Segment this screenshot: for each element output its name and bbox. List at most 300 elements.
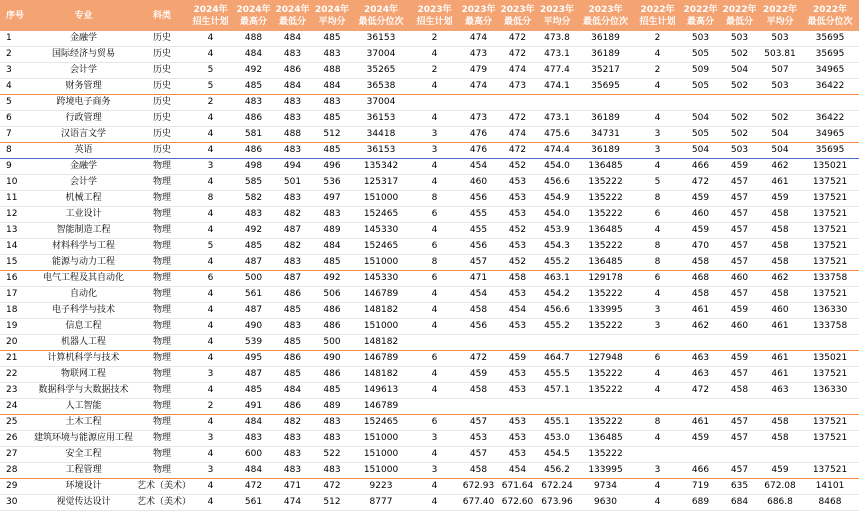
score-cell: 457 bbox=[720, 255, 759, 271]
score-cell: 485 bbox=[273, 335, 312, 351]
score-cell bbox=[498, 399, 537, 415]
score-cell bbox=[537, 335, 577, 351]
score-cell: 6 bbox=[634, 271, 681, 287]
score-cell: 485 bbox=[312, 255, 352, 271]
score-cell bbox=[634, 335, 681, 351]
score-cell: 502 bbox=[720, 111, 759, 127]
row-index: 14 bbox=[0, 239, 30, 255]
subject-category: 艺术（美术） bbox=[137, 495, 187, 511]
score-cell: 6 bbox=[410, 351, 459, 367]
column-header: 2023年 招生计划 bbox=[410, 0, 459, 31]
score-cell: 504 bbox=[759, 143, 801, 159]
score-cell: 457 bbox=[720, 223, 759, 239]
major-name: 数据科学与大数据技术 bbox=[30, 383, 137, 399]
score-cell: 4 bbox=[410, 303, 459, 319]
score-cell: 460 bbox=[459, 175, 498, 191]
column-header: 科类 bbox=[137, 0, 187, 31]
major-name: 物联网工程 bbox=[30, 367, 137, 383]
score-cell: 455.1 bbox=[537, 415, 577, 431]
score-cell: 462 bbox=[759, 159, 801, 175]
subject-category: 物理 bbox=[137, 159, 187, 175]
score-cell: 502 bbox=[720, 127, 759, 143]
score-cell: 471 bbox=[459, 271, 498, 287]
score-cell: 8 bbox=[410, 191, 459, 207]
table-row bbox=[0, 127, 859, 143]
score-cell: 3 bbox=[187, 367, 234, 383]
score-cell: 148182 bbox=[352, 335, 410, 351]
column-header: 2023年 最低分 bbox=[498, 0, 537, 31]
score-cell: 485 bbox=[273, 367, 312, 383]
score-cell: 461 bbox=[759, 175, 801, 191]
score-cell: 503 bbox=[759, 31, 801, 47]
score-cell bbox=[410, 399, 459, 415]
score-cell: 3 bbox=[634, 127, 681, 143]
column-header: 2024年 最高分 bbox=[234, 0, 273, 31]
score-cell: 136485 bbox=[577, 431, 634, 447]
score-cell: 483 bbox=[273, 95, 312, 111]
score-cell: 151000 bbox=[352, 447, 410, 463]
score-cell: 146789 bbox=[352, 399, 410, 415]
score-cell: 4 bbox=[410, 159, 459, 175]
score-cell: 37004 bbox=[352, 95, 410, 111]
score-cell: 485 bbox=[312, 383, 352, 399]
score-cell: 137521 bbox=[801, 191, 859, 207]
score-cell: 458 bbox=[759, 239, 801, 255]
score-cell bbox=[459, 335, 498, 351]
score-cell: 466 bbox=[681, 463, 720, 479]
column-header: 2022年 平均分 bbox=[759, 0, 801, 31]
score-cell: 4 bbox=[187, 31, 234, 47]
score-cell: 453 bbox=[498, 367, 537, 383]
score-cell: 492 bbox=[312, 271, 352, 287]
score-cell: 561 bbox=[234, 287, 273, 303]
score-cell: 489 bbox=[312, 223, 352, 239]
score-cell: 483 bbox=[312, 207, 352, 223]
score-cell: 472 bbox=[498, 47, 537, 63]
score-cell: 689 bbox=[681, 495, 720, 511]
row-index: 24 bbox=[0, 399, 30, 415]
score-cell: 456.6 bbox=[537, 303, 577, 319]
score-cell: 152465 bbox=[352, 207, 410, 223]
score-cell: 4 bbox=[634, 479, 681, 495]
score-cell bbox=[634, 399, 681, 415]
major-name: 国际经济与贸易 bbox=[30, 47, 137, 63]
row-index: 12 bbox=[0, 207, 30, 223]
score-cell: 4 bbox=[187, 319, 234, 335]
row-index: 13 bbox=[0, 223, 30, 239]
row-index: 16 bbox=[0, 271, 30, 287]
score-cell: 486 bbox=[273, 351, 312, 367]
table-row bbox=[0, 239, 859, 255]
row-index: 19 bbox=[0, 319, 30, 335]
score-cell: 483 bbox=[312, 95, 352, 111]
score-cell: 34965 bbox=[801, 63, 859, 79]
row-index: 28 bbox=[0, 463, 30, 479]
table-row bbox=[0, 31, 859, 47]
score-cell: 2 bbox=[187, 95, 234, 111]
score-cell: 135222 bbox=[577, 319, 634, 335]
score-cell: 2 bbox=[410, 31, 459, 47]
table-row bbox=[0, 191, 859, 207]
score-cell: 4 bbox=[187, 287, 234, 303]
score-cell: 539 bbox=[234, 335, 273, 351]
score-cell: 504 bbox=[720, 63, 759, 79]
subject-category: 历史 bbox=[137, 95, 187, 111]
subject-category: 历史 bbox=[137, 31, 187, 47]
score-cell: 509 bbox=[681, 63, 720, 79]
score-cell: 474 bbox=[459, 79, 498, 95]
score-cell: 136485 bbox=[577, 255, 634, 271]
row-index: 9 bbox=[0, 159, 30, 175]
score-cell: 455.2 bbox=[537, 255, 577, 271]
score-cell: 457 bbox=[720, 191, 759, 207]
score-cell: 471 bbox=[273, 479, 312, 495]
score-cell: 4 bbox=[187, 143, 234, 159]
major-name: 机械工程 bbox=[30, 191, 137, 207]
score-cell: 474 bbox=[273, 495, 312, 511]
score-cell: 503 bbox=[759, 79, 801, 95]
score-cell bbox=[759, 95, 801, 111]
major-name: 跨境电子商务 bbox=[30, 95, 137, 111]
score-cell: 457 bbox=[720, 463, 759, 479]
score-cell: 145330 bbox=[352, 223, 410, 239]
score-cell: 473 bbox=[498, 79, 537, 95]
major-name: 金融学 bbox=[30, 31, 137, 47]
score-cell: 4 bbox=[187, 255, 234, 271]
score-cell: 453 bbox=[459, 431, 498, 447]
table-row bbox=[0, 111, 859, 127]
table-row bbox=[0, 383, 859, 399]
score-cell: 146789 bbox=[352, 287, 410, 303]
table-row bbox=[0, 63, 859, 79]
score-cell: 4 bbox=[634, 223, 681, 239]
table-row bbox=[0, 303, 859, 319]
score-cell: 4 bbox=[187, 479, 234, 495]
table-row bbox=[0, 335, 859, 351]
row-index: 5 bbox=[0, 95, 30, 111]
score-cell: 466 bbox=[681, 159, 720, 175]
score-cell: 486 bbox=[312, 367, 352, 383]
column-header: 2022年 招生计划 bbox=[634, 0, 681, 31]
score-cell: 8 bbox=[634, 191, 681, 207]
score-cell: 8 bbox=[634, 255, 681, 271]
score-cell: 502 bbox=[759, 111, 801, 127]
major-name: 工业设计 bbox=[30, 207, 137, 223]
score-cell: 2 bbox=[187, 399, 234, 415]
row-index: 20 bbox=[0, 335, 30, 351]
score-cell: 456 bbox=[459, 239, 498, 255]
score-cell: 490 bbox=[312, 351, 352, 367]
score-cell: 494 bbox=[273, 159, 312, 175]
score-cell: 486 bbox=[273, 287, 312, 303]
score-cell: 483 bbox=[273, 255, 312, 271]
score-cell: 472 bbox=[498, 111, 537, 127]
table-row bbox=[0, 79, 859, 95]
score-cell: 3 bbox=[187, 463, 234, 479]
score-cell: 459 bbox=[720, 351, 759, 367]
score-cell: 483 bbox=[273, 47, 312, 63]
major-name: 信息工程 bbox=[30, 319, 137, 335]
table-row bbox=[0, 351, 859, 367]
score-cell: 483 bbox=[234, 431, 273, 447]
score-cell: 463 bbox=[759, 383, 801, 399]
score-cell: 4 bbox=[187, 351, 234, 367]
score-cell: 484 bbox=[273, 383, 312, 399]
score-cell: 503 bbox=[720, 143, 759, 159]
score-cell: 4 bbox=[187, 111, 234, 127]
score-cell: 455 bbox=[459, 223, 498, 239]
score-cell: 135342 bbox=[352, 159, 410, 175]
subject-category: 物理 bbox=[137, 431, 187, 447]
score-cell: 485 bbox=[234, 79, 273, 95]
score-cell: 512 bbox=[312, 495, 352, 511]
score-cell: 4 bbox=[410, 79, 459, 95]
score-cell: 484 bbox=[273, 31, 312, 47]
score-cell: 9630 bbox=[577, 495, 634, 511]
subject-category: 物理 bbox=[137, 207, 187, 223]
score-cell: 684 bbox=[720, 495, 759, 511]
subject-category: 物理 bbox=[137, 175, 187, 191]
score-cell: 2 bbox=[634, 31, 681, 47]
score-cell: 456.6 bbox=[537, 175, 577, 191]
score-cell bbox=[537, 399, 577, 415]
table-row bbox=[0, 175, 859, 191]
score-cell: 137521 bbox=[801, 415, 859, 431]
table-row bbox=[0, 207, 859, 223]
score-cell: 671.64 bbox=[498, 479, 537, 495]
score-cell bbox=[537, 95, 577, 111]
header-row bbox=[0, 0, 859, 31]
table-row bbox=[0, 159, 859, 175]
score-cell: 137521 bbox=[801, 287, 859, 303]
score-cell: 461 bbox=[681, 415, 720, 431]
score-cell: 137521 bbox=[801, 207, 859, 223]
score-cell: 484 bbox=[312, 239, 352, 255]
score-cell: 472 bbox=[498, 31, 537, 47]
score-cell: 135222 bbox=[577, 191, 634, 207]
score-cell: 458 bbox=[759, 223, 801, 239]
score-cell: 148182 bbox=[352, 367, 410, 383]
subject-category: 历史 bbox=[137, 143, 187, 159]
score-cell: 6 bbox=[634, 207, 681, 223]
score-cell: 457.1 bbox=[537, 383, 577, 399]
score-cell: 137521 bbox=[801, 367, 859, 383]
score-cell: 479 bbox=[459, 63, 498, 79]
subject-category: 历史 bbox=[137, 127, 187, 143]
score-cell: 504 bbox=[759, 127, 801, 143]
score-cell: 453 bbox=[498, 175, 537, 191]
major-name: 行政管理 bbox=[30, 111, 137, 127]
row-index: 29 bbox=[0, 479, 30, 495]
table-row bbox=[0, 47, 859, 63]
score-cell: 36189 bbox=[577, 31, 634, 47]
score-cell: 4 bbox=[187, 495, 234, 511]
score-cell: 455.5 bbox=[537, 367, 577, 383]
score-cell: 460 bbox=[720, 271, 759, 287]
score-cell: 458 bbox=[759, 255, 801, 271]
score-cell: 474.4 bbox=[537, 143, 577, 159]
score-cell: 485 bbox=[234, 383, 273, 399]
subject-category: 物理 bbox=[137, 335, 187, 351]
score-cell: 459 bbox=[681, 431, 720, 447]
score-cell: 459 bbox=[681, 191, 720, 207]
score-cell: 137521 bbox=[801, 239, 859, 255]
score-cell: 488 bbox=[312, 63, 352, 79]
score-cell: 457 bbox=[459, 255, 498, 271]
score-cell: 35695 bbox=[577, 79, 634, 95]
score-cell: 4 bbox=[634, 79, 681, 95]
score-cell: 136330 bbox=[801, 303, 859, 319]
score-cell: 4 bbox=[187, 303, 234, 319]
row-index: 17 bbox=[0, 287, 30, 303]
score-cell bbox=[720, 335, 759, 351]
score-cell: 127948 bbox=[577, 351, 634, 367]
subject-category: 物理 bbox=[137, 239, 187, 255]
score-cell: 458 bbox=[459, 383, 498, 399]
subject-category: 物理 bbox=[137, 255, 187, 271]
score-cell: 486 bbox=[312, 319, 352, 335]
row-index: 22 bbox=[0, 367, 30, 383]
score-cell: 484 bbox=[234, 47, 273, 63]
score-cell: 452 bbox=[498, 255, 537, 271]
score-cell: 37004 bbox=[352, 47, 410, 63]
score-cell: 35695 bbox=[801, 31, 859, 47]
score-cell: 4 bbox=[187, 223, 234, 239]
score-cell: 2 bbox=[634, 63, 681, 79]
table-row bbox=[0, 319, 859, 335]
score-cell: 135021 bbox=[801, 159, 859, 175]
score-cell: 483 bbox=[273, 111, 312, 127]
score-cell: 512 bbox=[312, 127, 352, 143]
table-row bbox=[0, 223, 859, 239]
score-cell: 456.2 bbox=[537, 463, 577, 479]
score-cell bbox=[577, 399, 634, 415]
score-cell: 135021 bbox=[801, 351, 859, 367]
score-cell: 9734 bbox=[577, 479, 634, 495]
score-cell: 497 bbox=[312, 191, 352, 207]
score-cell: 3 bbox=[187, 159, 234, 175]
score-cell: 8 bbox=[410, 255, 459, 271]
major-name: 金融学 bbox=[30, 159, 137, 175]
table-row bbox=[0, 287, 859, 303]
score-cell: 152465 bbox=[352, 239, 410, 255]
score-cell: 8 bbox=[634, 415, 681, 431]
score-cell: 137521 bbox=[801, 463, 859, 479]
score-cell: 483 bbox=[273, 447, 312, 463]
score-cell: 504 bbox=[681, 111, 720, 127]
score-cell: 135222 bbox=[577, 415, 634, 431]
score-cell: 8777 bbox=[352, 495, 410, 511]
score-cell: 457 bbox=[720, 175, 759, 191]
row-index: 3 bbox=[0, 63, 30, 79]
table-row bbox=[0, 271, 859, 287]
score-cell: 459 bbox=[759, 191, 801, 207]
score-cell: 463 bbox=[681, 351, 720, 367]
score-cell: 460 bbox=[720, 319, 759, 335]
score-cell: 8 bbox=[187, 191, 234, 207]
score-cell: 455 bbox=[459, 207, 498, 223]
score-cell: 485 bbox=[234, 239, 273, 255]
score-cell: 459 bbox=[681, 223, 720, 239]
score-cell: 457 bbox=[720, 431, 759, 447]
score-cell: 4 bbox=[410, 367, 459, 383]
score-cell: 673.96 bbox=[537, 495, 577, 511]
score-cell: 487 bbox=[234, 367, 273, 383]
table-row bbox=[0, 447, 859, 463]
subject-category: 物理 bbox=[137, 367, 187, 383]
score-cell: 502 bbox=[720, 47, 759, 63]
subject-category: 物理 bbox=[137, 415, 187, 431]
score-cell: 34731 bbox=[577, 127, 634, 143]
score-cell: 719 bbox=[681, 479, 720, 495]
score-cell: 458 bbox=[759, 207, 801, 223]
score-cell: 149613 bbox=[352, 383, 410, 399]
score-cell: 35265 bbox=[352, 63, 410, 79]
score-cell bbox=[720, 447, 759, 463]
score-cell: 484 bbox=[234, 463, 273, 479]
table-body bbox=[0, 31, 859, 511]
score-cell: 487 bbox=[273, 271, 312, 287]
score-cell: 490 bbox=[234, 319, 273, 335]
score-cell: 454.9 bbox=[537, 191, 577, 207]
row-index: 2 bbox=[0, 47, 30, 63]
score-cell: 4 bbox=[410, 111, 459, 127]
subject-category: 物理 bbox=[137, 399, 187, 415]
score-cell: 454.2 bbox=[537, 287, 577, 303]
score-cell bbox=[634, 447, 681, 463]
score-cell: 137521 bbox=[801, 431, 859, 447]
score-cell: 3 bbox=[634, 319, 681, 335]
column-header: 2023年 最高分 bbox=[459, 0, 498, 31]
score-cell: 473.1 bbox=[537, 111, 577, 127]
score-cell: 488 bbox=[234, 31, 273, 47]
column-header: 2022年 最高分 bbox=[681, 0, 720, 31]
score-cell: 453.0 bbox=[537, 431, 577, 447]
score-cell: 581 bbox=[234, 127, 273, 143]
score-cell: 36189 bbox=[577, 111, 634, 127]
subject-category: 物理 bbox=[137, 319, 187, 335]
major-name: 智能制造工程 bbox=[30, 223, 137, 239]
score-cell: 456 bbox=[459, 191, 498, 207]
score-cell: 453 bbox=[498, 447, 537, 463]
score-cell: 455.2 bbox=[537, 319, 577, 335]
major-name: 会计学 bbox=[30, 63, 137, 79]
score-cell: 472 bbox=[681, 175, 720, 191]
score-cell: 4 bbox=[410, 479, 459, 495]
score-cell: 458 bbox=[459, 303, 498, 319]
score-cell: 4 bbox=[410, 223, 459, 239]
score-cell: 486 bbox=[273, 399, 312, 415]
score-cell: 495 bbox=[234, 351, 273, 367]
score-cell bbox=[681, 447, 720, 463]
score-cell: 4 bbox=[187, 207, 234, 223]
score-cell bbox=[759, 447, 801, 463]
score-cell: 133995 bbox=[577, 303, 634, 319]
score-cell: 453 bbox=[498, 383, 537, 399]
major-name: 英语 bbox=[30, 143, 137, 159]
score-cell: 485 bbox=[312, 111, 352, 127]
score-cell: 458 bbox=[681, 255, 720, 271]
major-name: 财务管理 bbox=[30, 79, 137, 95]
score-cell: 453 bbox=[498, 239, 537, 255]
score-cell: 9223 bbox=[352, 479, 410, 495]
score-cell: 136330 bbox=[801, 383, 859, 399]
score-cell: 452 bbox=[498, 159, 537, 175]
column-header: 2022年 最低分 bbox=[720, 0, 759, 31]
score-cell: 492 bbox=[234, 63, 273, 79]
score-cell: 459 bbox=[720, 303, 759, 319]
score-cell: 522 bbox=[312, 447, 352, 463]
